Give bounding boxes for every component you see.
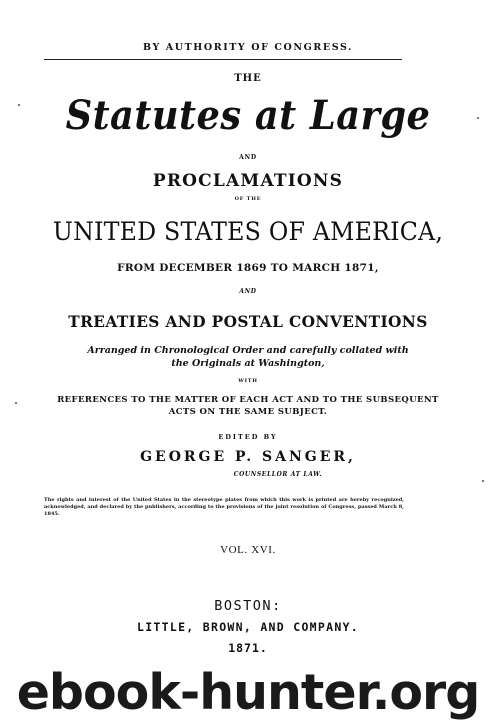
volume-number: VOL. XVI. — [220, 544, 276, 556]
references-note — [0, 394, 496, 418]
scan-mark — [18, 104, 20, 106]
proclamations-heading: PROCLAMATIONS — [152, 171, 344, 191]
publisher-name: LITTLE, BROWN, AND COMPANY. — [136, 620, 360, 634]
main-title: Statutes at Large — [65, 92, 431, 139]
editor-title: COUNSELLOR AT LAW. — [233, 471, 323, 478]
arranged-note — [0, 344, 496, 370]
and-connector-1: AND — [239, 154, 257, 161]
top-rule — [44, 59, 402, 60]
watermark-text: ebook-hunter.org — [16, 664, 480, 721]
treaties-heading: TREATIES AND POSTAL CONVENTIONS — [68, 312, 428, 331]
publisher-city: BOSTON: — [214, 598, 282, 614]
scan-mark — [15, 402, 17, 404]
scan-mark — [477, 117, 479, 119]
edited-by-label: EDITED BY — [218, 433, 278, 441]
references-line-2: ACTS ON THE SAME SUBJECT. — [168, 407, 328, 417]
rights-notice: The rights and interest of the United States in the stereotype plates from which this work is printed are hereby recognized, acknowledged, and declared by the publishers, according to the provisions of the joint resolution of Congress, passed March 8, 1845. — [44, 497, 404, 517]
with-connector: WITH — [238, 378, 258, 384]
date-range: FROM DECEMBER 1869 TO MARCH 1871, — [117, 262, 379, 274]
references-line-1: REFERENCES TO THE MATTER OF EACH ACT AND TO THE SUBSEQUENT — [57, 395, 439, 405]
authority-line: BY AUTHORITY OF CONGRESS. — [142, 42, 353, 53]
publication-year: 1871. — [228, 641, 268, 655]
the-heading: THE — [234, 73, 262, 84]
of-the-connector: OF THE — [234, 196, 262, 202]
arranged-line-2: the Originals at Washington, — [171, 358, 325, 369]
and-connector-2: AND — [239, 288, 257, 295]
arranged-line-1: Arranged in Chronological Order and carefully collated with — [87, 345, 409, 356]
scan-mark — [482, 480, 484, 482]
editor-name: GEORGE P. SANGER, — [140, 449, 356, 465]
country-heading: UNITED STATES OF AMERICA, — [52, 217, 444, 247]
